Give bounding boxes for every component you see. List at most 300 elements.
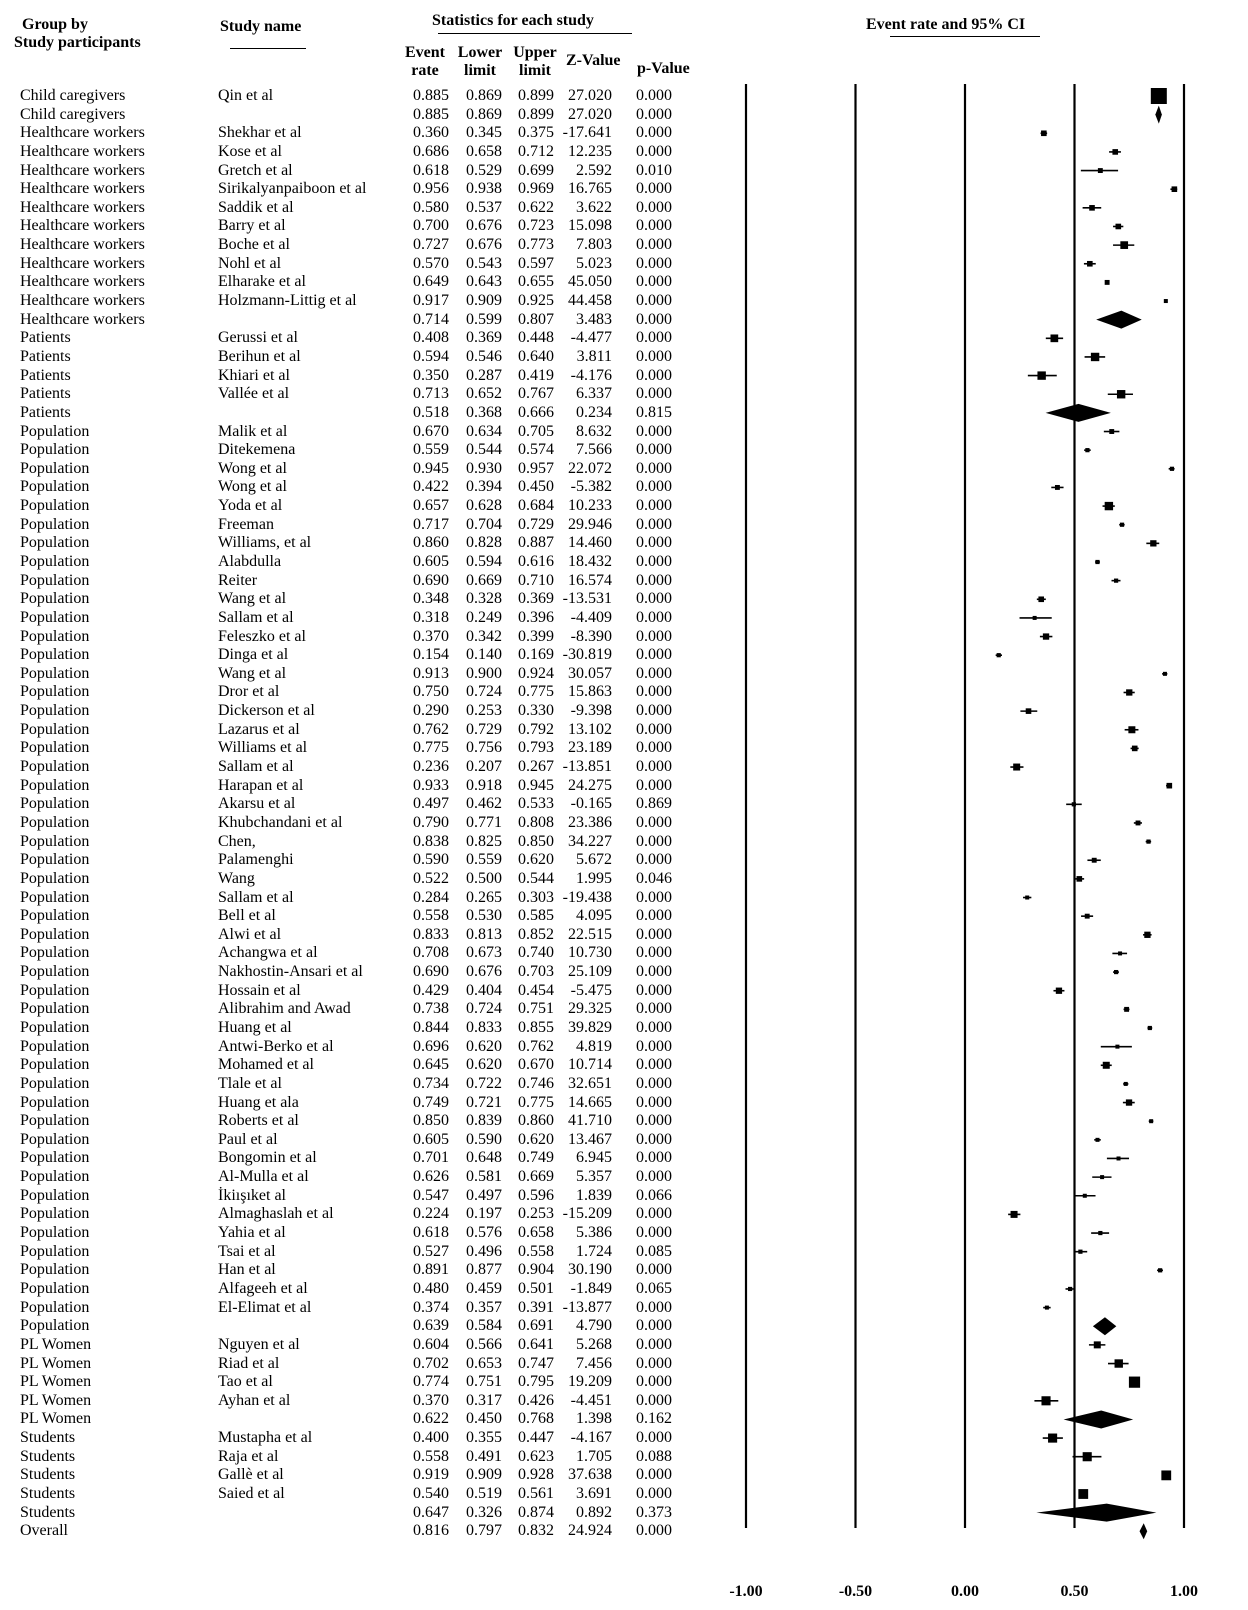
row-upper-limit: 0.807 (518, 310, 554, 328)
row-p-value: 0.000 (636, 944, 672, 962)
row-study: Nohl et al (218, 254, 282, 272)
row-group: PL Women (20, 1335, 92, 1353)
row-upper-limit: 0.945 (518, 776, 554, 794)
row-lower-limit: 0.566 (466, 1335, 502, 1353)
row-study: Bongomin et al (218, 1149, 317, 1167)
row-study: Paul et al (218, 1130, 278, 1148)
row-lower-limit: 0.265 (466, 888, 502, 906)
point-estimate-square (1100, 1175, 1104, 1179)
row-lower-limit: 0.342 (466, 627, 502, 645)
row-z-value: 1.398 (576, 1410, 612, 1428)
point-estimate-square (1163, 672, 1167, 676)
row-p-value: 0.000 (636, 739, 672, 757)
row-lower-limit: 0.704 (466, 515, 502, 533)
point-estimate-square (1172, 186, 1178, 192)
row-event-rate: 0.917 (413, 292, 449, 310)
row-study: Chen, (218, 832, 256, 850)
row-group: Population (20, 664, 90, 682)
row-lower-limit: 0.287 (466, 366, 502, 384)
row-event-rate: 0.816 (413, 1522, 449, 1540)
row-group: Students (20, 1485, 76, 1502)
point-estimate-square (1072, 802, 1076, 806)
row-upper-limit: 0.454 (518, 981, 554, 999)
row-upper-limit: 0.658 (518, 1224, 554, 1242)
row-group: Population (20, 739, 90, 757)
event-header-line2: rate (411, 62, 439, 79)
row-upper-limit: 0.767 (518, 385, 554, 403)
point-estimate-square (1109, 429, 1114, 434)
row-study: Huang et ala (218, 1093, 299, 1111)
upper-header (506, 44, 564, 80)
row-event-rate: 0.639 (413, 1317, 449, 1335)
row-study: Qin et al (218, 87, 274, 104)
point-estimate-square (1056, 988, 1062, 994)
row-lower-limit: 0.676 (466, 217, 502, 235)
point-estimate-square (1095, 1138, 1099, 1142)
summary-diamond (1064, 1410, 1134, 1428)
row-event-rate: 0.559 (413, 441, 449, 459)
row-study: Alibrahim and Awad (218, 1000, 351, 1018)
row-p-value: 0.000 (636, 1093, 672, 1111)
row-group: Patients (20, 347, 71, 365)
group-header-line1: Group by (22, 16, 88, 33)
row-z-value: 19.209 (568, 1373, 612, 1391)
row-p-value: 0.000 (636, 590, 672, 608)
row-group: Population (20, 1019, 90, 1036)
row-p-value: 0.000 (636, 422, 672, 440)
row-p-value: 0.010 (636, 161, 672, 179)
row-event-rate: 0.750 (413, 683, 449, 701)
row-z-value: -1.849 (570, 1279, 612, 1297)
point-estimate-square (1041, 1396, 1050, 1405)
row-p-value: 0.000 (636, 1485, 672, 1502)
row-upper-limit: 0.399 (518, 627, 554, 645)
row-study: Yahia et al (218, 1224, 286, 1242)
point-estimate-square (1083, 1452, 1092, 1461)
row-upper-limit: 0.426 (518, 1391, 554, 1409)
row-event-rate: 0.838 (413, 832, 449, 850)
point-estimate-square (1115, 1359, 1123, 1367)
row-group: Healthcare workers (20, 217, 145, 235)
row-lower-limit: 0.930 (466, 459, 502, 477)
row-group: Students (20, 1447, 76, 1465)
row-lower-limit: 0.918 (466, 776, 502, 794)
row-z-value: -8.390 (570, 627, 612, 645)
row-group: Population (20, 646, 90, 664)
row-event-rate: 0.518 (413, 403, 449, 421)
row-upper-limit: 0.303 (518, 888, 554, 906)
row-upper-limit: 0.655 (518, 273, 554, 291)
row-lower-limit: 0.722 (466, 1074, 502, 1092)
point-estimate-square (1114, 970, 1118, 974)
point-estimate-square (1026, 708, 1032, 714)
row-upper-limit: 0.747 (518, 1354, 554, 1372)
row-upper-limit: 0.749 (518, 1149, 554, 1167)
point-estimate-square (1151, 88, 1167, 104)
row-event-rate: 0.224 (413, 1205, 449, 1223)
event-header (396, 44, 454, 80)
row-study: Shekhar et al (218, 124, 302, 142)
row-z-value: -13.531 (562, 590, 612, 608)
row-z-value: 5.357 (576, 1168, 612, 1186)
row-p-value: 0.000 (636, 888, 672, 906)
row-study: Sallam et al (218, 888, 294, 906)
row-p-value: 0.000 (636, 1037, 672, 1055)
row-lower-limit: 0.669 (466, 571, 502, 589)
row-group: Patients (20, 403, 71, 421)
point-estimate-square (1087, 261, 1093, 267)
row-study: Elharake et al (218, 273, 306, 291)
row-p-value: 0.000 (636, 292, 672, 310)
row-z-value: 15.863 (568, 683, 612, 701)
row-group: Population (20, 683, 90, 701)
row-lower-limit: 0.584 (466, 1317, 502, 1335)
point-estimate-square (1095, 560, 1099, 564)
point-estimate-square (1048, 1434, 1057, 1443)
row-study: Barry et al (218, 217, 286, 235)
row-lower-limit: 0.594 (466, 553, 502, 570)
row-p-value: 0.000 (636, 124, 672, 142)
row-event-rate: 0.370 (413, 627, 449, 645)
row-event-rate: 0.762 (413, 720, 449, 738)
row-event-rate: 0.497 (413, 795, 449, 813)
point-estimate-square (1105, 280, 1110, 285)
row-upper-limit: 0.703 (518, 963, 554, 981)
row-z-value: 10.233 (568, 497, 612, 515)
lower-header-line1: Lower (457, 44, 503, 61)
row-group: Population (20, 1112, 90, 1130)
row-study: Palamenghi (218, 851, 294, 869)
row-study: Alfageeh et al (218, 1279, 308, 1297)
row-upper-limit: 0.899 (518, 87, 554, 104)
row-z-value: 12.235 (568, 142, 612, 160)
row-lower-limit: 0.676 (466, 963, 502, 981)
row-event-rate: 0.429 (413, 981, 449, 999)
row-z-value: -13.877 (562, 1298, 612, 1316)
lower-header (452, 44, 508, 80)
row-z-value: -5.382 (570, 478, 612, 496)
row-event-rate: 0.933 (413, 776, 449, 794)
row-z-value: 30.057 (568, 664, 612, 682)
row-upper-limit: 0.669 (518, 1168, 554, 1186)
row-event-rate: 0.580 (413, 198, 449, 216)
row-study: Sallam et al (218, 608, 294, 626)
row-study: Kose et al (218, 142, 282, 160)
row-study: Freeman (218, 515, 274, 533)
row-group: Child caregivers (20, 105, 126, 123)
row-lower-limit: 0.658 (466, 142, 502, 160)
row-event-rate: 0.734 (413, 1074, 449, 1092)
row-event-rate: 0.590 (413, 851, 449, 869)
row-p-value: 0.000 (636, 273, 672, 291)
row-p-value: 0.000 (636, 478, 672, 496)
row-study: Reiter (218, 571, 258, 589)
row-lower-limit: 0.756 (466, 739, 502, 757)
row-lower-limit: 0.207 (466, 758, 502, 776)
row-event-rate: 0.318 (413, 608, 449, 626)
row-group: Population (20, 553, 90, 570)
point-estimate-square (1098, 168, 1103, 173)
row-p-value: 0.000 (636, 1056, 672, 1074)
row-z-value: 3.622 (576, 198, 612, 216)
point-estimate-square (1043, 633, 1049, 639)
row-p-value: 0.000 (636, 180, 672, 198)
row-event-rate: 0.713 (413, 385, 449, 403)
row-group: Population (20, 571, 90, 589)
row-p-value: 0.000 (636, 776, 672, 794)
row-event-rate: 0.690 (413, 963, 449, 981)
row-upper-limit: 0.746 (518, 1074, 554, 1092)
row-lower-limit: 0.355 (466, 1429, 502, 1447)
row-event-rate: 0.775 (413, 739, 449, 757)
row-event-rate: 0.790 (413, 813, 449, 831)
row-upper-limit: 0.762 (518, 1037, 554, 1055)
row-p-value: 0.000 (636, 646, 672, 664)
row-event-rate: 0.350 (413, 366, 449, 384)
row-z-value: 22.515 (568, 925, 612, 943)
row-lower-limit: 0.628 (466, 497, 502, 515)
row-lower-limit: 0.140 (466, 646, 502, 664)
row-upper-limit: 0.574 (518, 441, 554, 459)
row-lower-limit: 0.450 (466, 1410, 502, 1428)
row-upper-limit: 0.712 (518, 142, 554, 160)
row-event-rate: 0.956 (413, 180, 449, 198)
row-upper-limit: 0.850 (518, 832, 554, 850)
row-lower-limit: 0.559 (466, 851, 502, 869)
row-upper-limit: 0.705 (518, 422, 554, 440)
row-z-value: 3.811 (576, 347, 612, 365)
row-lower-limit: 0.771 (466, 813, 502, 831)
point-estimate-square (1120, 241, 1128, 249)
row-upper-limit: 0.773 (518, 236, 554, 254)
row-z-value: -9.398 (570, 702, 612, 720)
row-p-value: 0.065 (636, 1279, 672, 1297)
point-estimate-square (1115, 1045, 1119, 1049)
row-lower-limit: 0.497 (466, 1186, 502, 1204)
row-lower-limit: 0.620 (466, 1037, 502, 1055)
row-lower-limit: 0.519 (466, 1485, 502, 1502)
row-event-rate: 0.400 (413, 1429, 449, 1447)
row-z-value: 13.467 (568, 1130, 612, 1148)
row-z-value: 30.190 (568, 1261, 612, 1279)
row-p-value: 0.066 (636, 1186, 672, 1204)
row-study: Antwi-Berko et al (218, 1037, 334, 1055)
row-study: Roberts et al (218, 1112, 299, 1130)
row-p-value: 0.000 (636, 608, 672, 626)
row-lower-limit: 0.676 (466, 236, 502, 254)
row-p-value: 0.000 (636, 1074, 672, 1092)
row-lower-limit: 0.590 (466, 1130, 502, 1148)
row-group: Population (20, 1037, 90, 1055)
group-header (14, 16, 200, 52)
row-study: Wang (218, 869, 255, 887)
row-study: Wong et al (218, 478, 287, 496)
row-z-value: 25.109 (568, 963, 612, 981)
row-z-value: 44.458 (568, 292, 612, 310)
point-estimate-square (1149, 1119, 1153, 1123)
row-lower-limit: 0.500 (466, 869, 502, 887)
row-lower-limit: 0.530 (466, 907, 502, 925)
row-z-value: 45.050 (568, 273, 612, 291)
row-upper-limit: 0.855 (518, 1019, 554, 1036)
row-lower-limit: 0.462 (466, 795, 502, 813)
row-p-value: 0.000 (636, 441, 672, 459)
point-estimate-square (1132, 746, 1138, 752)
row-lower-limit: 0.546 (466, 347, 502, 365)
row-upper-limit: 0.616 (518, 553, 554, 570)
row-event-rate: 0.622 (413, 1410, 449, 1428)
row-upper-limit: 0.447 (518, 1429, 554, 1447)
row-upper-limit: 0.795 (518, 1373, 554, 1391)
row-z-value: 14.460 (568, 534, 612, 552)
point-estimate-square (1105, 502, 1113, 510)
point-estimate-square (1025, 896, 1029, 900)
row-study: Bell et al (218, 907, 276, 925)
row-p-value: 0.000 (636, 683, 672, 701)
row-lower-limit: 0.813 (466, 925, 502, 943)
point-estimate-square (1158, 1268, 1162, 1272)
row-event-rate: 0.348 (413, 590, 449, 608)
row-upper-limit: 0.450 (518, 478, 554, 496)
row-study: Yoda et al (218, 497, 283, 515)
row-upper-limit: 0.267 (518, 758, 554, 776)
point-estimate-square (1124, 1007, 1129, 1012)
point-estimate-square (1161, 1470, 1171, 1480)
row-p-value: 0.000 (636, 981, 672, 999)
point-estimate-square (1146, 840, 1150, 844)
row-group: Population (20, 534, 90, 552)
row-group: Population (20, 1000, 90, 1018)
row-group: Patients (20, 366, 71, 384)
row-lower-limit: 0.599 (466, 310, 502, 328)
point-estimate-square (1116, 224, 1122, 230)
row-study: Saied et al (218, 1485, 285, 1502)
point-estimate-square (1144, 932, 1150, 938)
point-estimate-square (1051, 334, 1059, 342)
row-event-rate: 0.570 (413, 254, 449, 272)
point-estimate-square (1091, 353, 1099, 361)
row-z-value: -17.641 (562, 124, 612, 142)
row-p-value: 0.000 (636, 925, 672, 943)
row-group: Healthcare workers (20, 124, 145, 142)
row-event-rate: 0.696 (413, 1037, 449, 1055)
row-upper-limit: 0.641 (518, 1335, 554, 1353)
row-event-rate: 0.558 (413, 907, 449, 925)
row-p-value: 0.000 (636, 702, 672, 720)
row-p-value: 0.000 (636, 1466, 672, 1484)
row-lower-limit: 0.729 (466, 720, 502, 738)
row-group: Population (20, 702, 90, 720)
row-z-value: 22.072 (568, 459, 612, 477)
row-event-rate: 0.540 (413, 1485, 449, 1502)
row-p-value: 0.000 (636, 515, 672, 533)
row-group: Population (20, 720, 90, 738)
row-group: Healthcare workers (20, 198, 145, 216)
row-p-value: 0.000 (636, 1298, 672, 1316)
row-group: Population (20, 1149, 90, 1167)
row-z-value: -4.167 (570, 1429, 612, 1447)
row-z-value: -19.438 (562, 888, 612, 906)
row-study: Mustapha et al (218, 1429, 313, 1447)
stats-header: Statistics for each study (432, 12, 594, 29)
row-event-rate: 0.860 (413, 534, 449, 552)
row-event-rate: 0.657 (413, 497, 449, 515)
point-estimate-square (1148, 1026, 1152, 1030)
row-p-value: 0.000 (636, 553, 672, 570)
row-event-rate: 0.844 (413, 1019, 449, 1036)
row-p-value: 0.046 (636, 869, 672, 887)
row-group: Population (20, 1279, 90, 1297)
row-study: Almaghaslah et al (218, 1205, 334, 1223)
point-estimate-square (1037, 371, 1045, 379)
row-p-value: 0.000 (636, 1112, 672, 1130)
row-study: Han et al (218, 1261, 276, 1279)
row-p-value: 0.000 (636, 1224, 672, 1242)
row-study: İkiışıket al (218, 1186, 286, 1204)
row-p-value: 0.000 (636, 366, 672, 384)
row-z-value: -4.409 (570, 608, 612, 626)
row-event-rate: 0.374 (413, 1298, 449, 1316)
row-p-value: 0.000 (636, 1429, 672, 1447)
row-event-rate: 0.408 (413, 329, 449, 347)
row-event-rate: 0.480 (413, 1279, 449, 1297)
row-z-value: 7.803 (576, 236, 612, 254)
row-event-rate: 0.594 (413, 347, 449, 365)
row-p-value: 0.000 (636, 963, 672, 981)
point-estimate-square (1103, 1062, 1110, 1069)
row-p-value: 0.373 (636, 1503, 672, 1521)
row-upper-limit: 0.768 (518, 1410, 554, 1428)
row-upper-limit: 0.391 (518, 1298, 554, 1316)
row-group: Population (20, 459, 90, 477)
point-estimate-square (1170, 467, 1174, 471)
row-z-value: 13.102 (568, 720, 612, 738)
row-group: Population (20, 1168, 90, 1186)
row-z-value: 6.945 (576, 1149, 612, 1167)
row-z-value: 16.765 (568, 180, 612, 198)
row-z-value: -30.819 (562, 646, 612, 664)
row-p-value: 0.000 (636, 1000, 672, 1018)
row-lower-limit: 0.869 (466, 87, 502, 104)
row-group: Population (20, 832, 90, 850)
row-z-value: 27.020 (568, 87, 612, 104)
row-upper-limit: 0.419 (518, 366, 554, 384)
row-upper-limit: 0.775 (518, 683, 554, 701)
point-estimate-square (1041, 130, 1047, 136)
row-upper-limit: 0.501 (518, 1279, 554, 1297)
point-estimate-square (1068, 1287, 1072, 1291)
row-study: Williams, et al (218, 534, 312, 552)
row-z-value: 4.819 (576, 1037, 612, 1055)
row-lower-limit: 0.900 (466, 664, 502, 682)
row-group: Population (20, 795, 90, 813)
row-z-value: 39.829 (568, 1019, 612, 1036)
row-lower-limit: 0.345 (466, 124, 502, 142)
row-p-value: 0.000 (636, 347, 672, 365)
row-upper-limit: 0.924 (518, 664, 554, 682)
row-p-value: 0.000 (636, 813, 672, 831)
row-study: Malik et al (218, 422, 288, 440)
point-estimate-square (997, 653, 1001, 657)
row-lower-limit: 0.491 (466, 1447, 502, 1465)
row-group: Population (20, 1186, 90, 1204)
study-header-underline (230, 48, 306, 49)
row-group: Population (20, 1317, 90, 1335)
point-estimate-square (1150, 540, 1156, 546)
x-tick-label: 0.00 (951, 1583, 979, 1600)
point-estimate-square (1117, 1156, 1121, 1160)
x-tick-label: -1.00 (729, 1583, 763, 1600)
